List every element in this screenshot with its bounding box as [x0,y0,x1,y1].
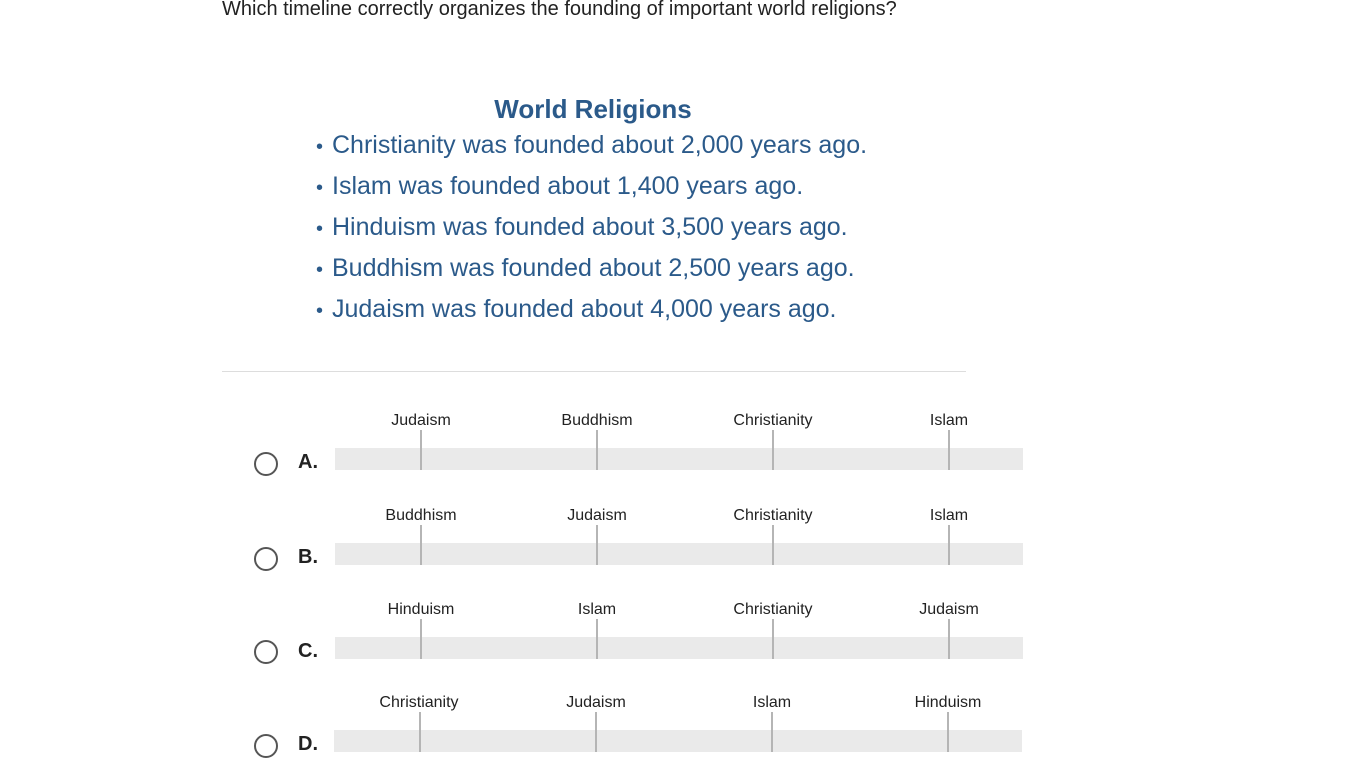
fact-item [316,126,876,167]
fact-text: Islam was founded about 1,400 years ago. [332,172,804,200]
timeline-tick [420,430,422,470]
timeline-label: Hinduism [914,694,982,711]
timeline-tick [948,430,950,470]
timeline-bar [335,448,1023,470]
timeline-label: Islam [929,507,969,524]
divider [222,371,966,372]
timeline-tick [948,525,950,565]
bullet-icon: • [316,136,324,158]
timeline-tick [420,619,422,659]
timeline-tick [596,619,598,659]
timeline-tick [772,619,774,659]
timeline-label: Christianity [379,694,459,711]
option-letter: C. [298,640,318,662]
fact-item [316,290,876,331]
fact-item [316,167,876,208]
timeline-tick [771,712,773,752]
bullet-icon: • [316,177,324,199]
question-text: Which timeline correctly organizes the founding of important world religions? [222,0,897,20]
timeline-tick [772,430,774,470]
timeline-bar [334,730,1022,752]
answer-option-c[interactable] [0,597,1366,687]
fact-text: Judaism was founded about 4,000 years ago. [332,295,837,323]
timeline-tick [420,525,422,565]
radio-button-a[interactable] [254,452,278,476]
timeline-tick [595,712,597,752]
radio-button-c[interactable] [254,640,278,664]
timeline-label: Islam [929,412,969,429]
timeline-bar [335,543,1023,565]
timeline-bar [335,637,1023,659]
timeline-label: Judaism [919,601,979,618]
fact-text: Christianity was founded about 2,000 years ago. [332,131,868,159]
timeline-label: Buddhism [561,412,633,429]
timeline-label: Christianity [733,507,813,524]
world-religions-info [316,92,876,331]
answer-option-a[interactable] [0,408,1366,498]
fact-item [316,208,876,249]
timeline-label: Islam [577,601,617,618]
timeline-tick [596,430,598,470]
fact-item [316,249,876,290]
timeline-label: Buddhism [385,507,457,524]
fact-text: Hinduism was founded about 3,500 years ago. [332,213,848,241]
timeline-label: Christianity [733,601,813,618]
answer-option-b[interactable] [0,503,1366,593]
timeline-tick [419,712,421,752]
option-letter: A. [298,451,318,473]
info-title: World Religions [494,94,692,124]
timeline-label: Islam [752,694,792,711]
timeline-tick [948,619,950,659]
timeline-label: Judaism [391,412,451,429]
bullet-icon: • [316,218,324,240]
timeline-label: Hinduism [387,601,455,618]
timeline-tick [596,525,598,565]
bullet-icon: • [316,300,324,322]
timeline-tick [772,525,774,565]
timeline-label: Judaism [567,507,627,524]
fact-list [316,126,876,331]
option-letter: D. [298,733,318,755]
timeline-tick [947,712,949,752]
timeline-label: Judaism [566,694,626,711]
radio-button-d[interactable] [254,734,278,758]
fact-text: Buddhism was founded about 2,500 years ago. [332,254,855,282]
option-letter: B. [298,546,318,568]
answer-option-d[interactable] [0,690,1366,768]
radio-button-b[interactable] [254,547,278,571]
timeline-label: Christianity [733,412,813,429]
bullet-icon: • [316,259,324,281]
